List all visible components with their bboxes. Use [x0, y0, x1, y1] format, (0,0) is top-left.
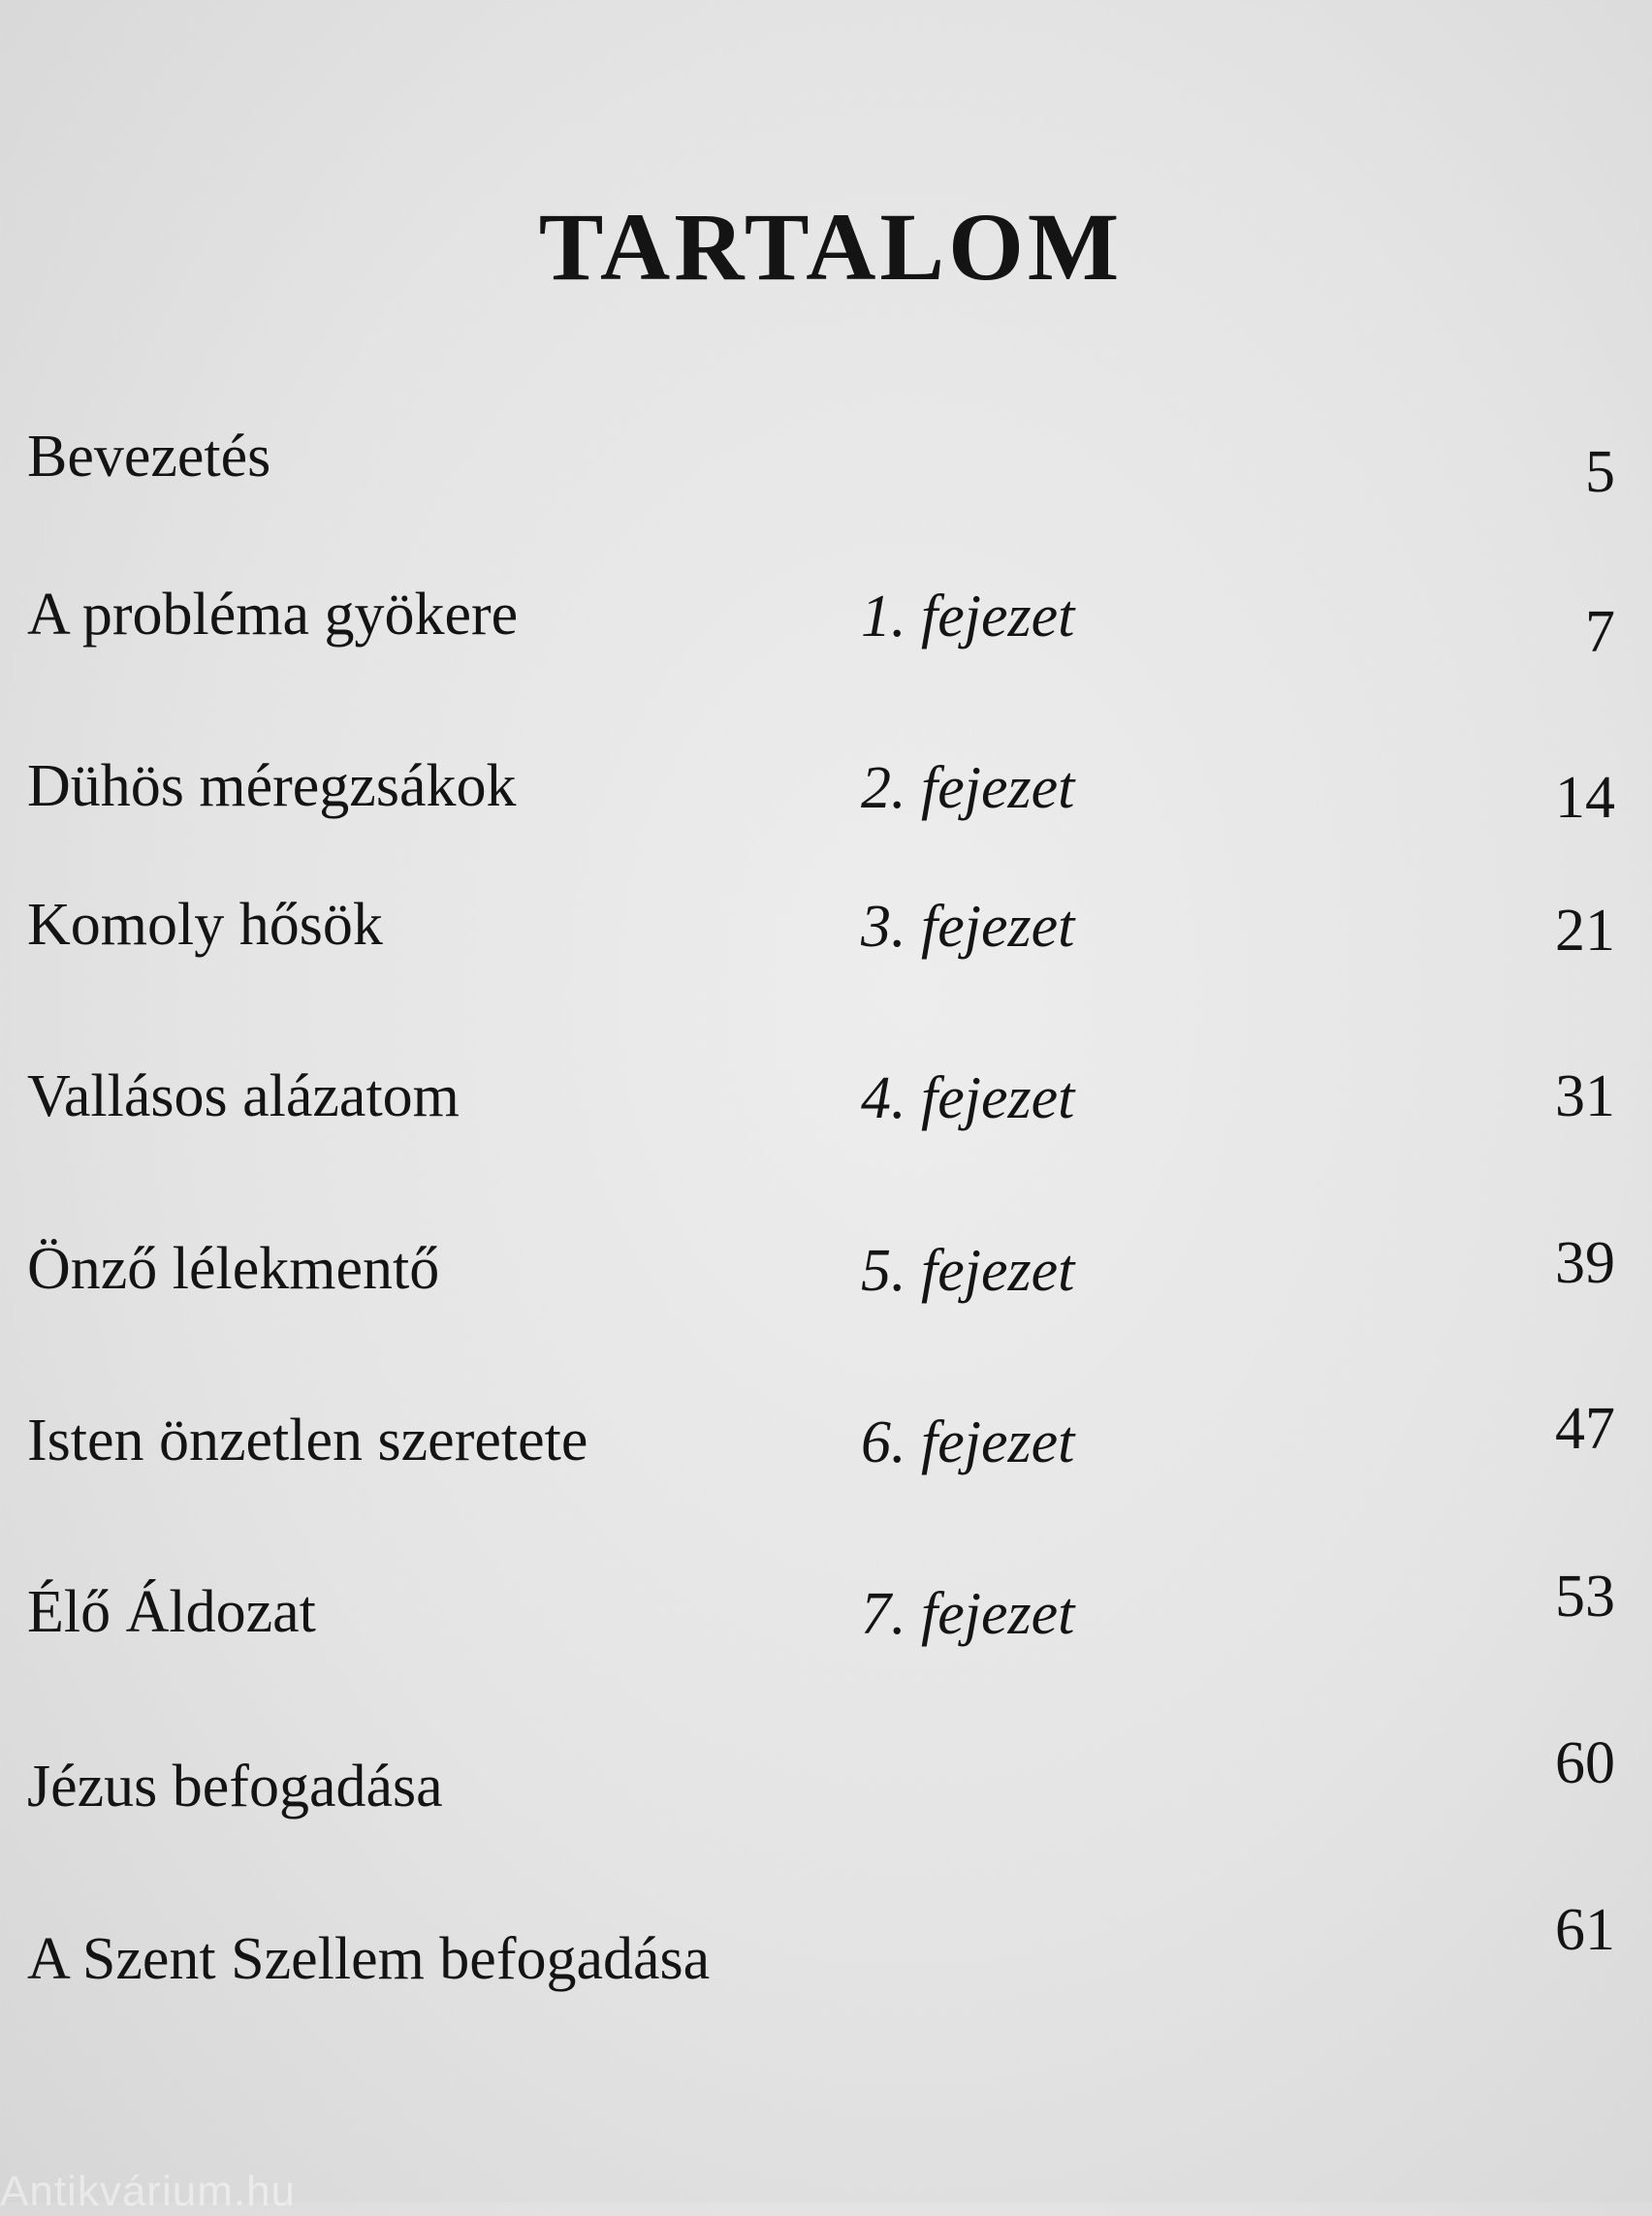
entry-page-number: 53: [1555, 1564, 1615, 1630]
toc-entry-chapter-2: [0, 753, 1652, 872]
entry-title: Vallásos alázatom: [27, 1063, 460, 1129]
entry-page-number: 5: [1585, 439, 1615, 505]
entry-page-number: 47: [1555, 1396, 1615, 1462]
entry-chapter-label: 6. fejezet: [861, 1409, 1075, 1475]
toc-entry-jezus-befogadasa: [0, 1730, 1652, 1873]
entry-chapter-label: 7. fejezet: [861, 1581, 1075, 1647]
toc-entry-chapter-7: [0, 1564, 1652, 1698]
entry-page-number: 39: [1555, 1230, 1615, 1296]
entry-page-number: 21: [1555, 898, 1615, 964]
entry-title: Komoly hősök: [27, 892, 383, 958]
entry-chapter-label: 5. fejezet: [861, 1238, 1075, 1304]
toc-entry-bevezetes: [0, 424, 1652, 543]
entry-title: Élő Áldozat: [27, 1579, 316, 1645]
entry-page-number: 61: [1555, 1897, 1615, 1963]
entry-title: Önző lélekmentő: [27, 1236, 440, 1302]
toc-entry-chapter-3: [0, 892, 1652, 1011]
entry-chapter-label: 1. fejezet: [861, 584, 1075, 649]
entry-chapter-label: 3. fejezet: [861, 894, 1075, 960]
page-title: TARTALOM: [538, 193, 1124, 301]
entry-title: A probléma gyökere: [27, 582, 519, 648]
entry-title: Bevezetés: [27, 424, 271, 490]
entry-page-number: 7: [1585, 599, 1615, 665]
entry-title: Isten önzetlen szeretete: [27, 1408, 588, 1473]
entry-title: Dühös méregzsákok: [27, 753, 517, 819]
entry-chapter-label: 4. fejezet: [861, 1065, 1075, 1131]
entry-page-number: 60: [1555, 1730, 1615, 1796]
entry-page-number: 14: [1555, 765, 1615, 831]
toc-entry-szent-szellem-befogadasa: [0, 1897, 1652, 2045]
entry-page-number: 31: [1555, 1063, 1615, 1129]
toc-entry-chapter-4: [0, 1063, 1652, 1183]
toc-entry-chapter-6: [0, 1396, 1652, 1527]
watermark: Antikvárium.hu: [0, 2168, 297, 2215]
toc-entry-chapter-5: [0, 1230, 1652, 1355]
toc-entry-chapter-1: [0, 582, 1652, 701]
entry-title: Jézus befogadása: [27, 1754, 443, 1820]
entry-chapter-label: 2. fejezet: [861, 755, 1075, 821]
entry-title: A Szent Szellem befogadása: [27, 1926, 711, 1992]
